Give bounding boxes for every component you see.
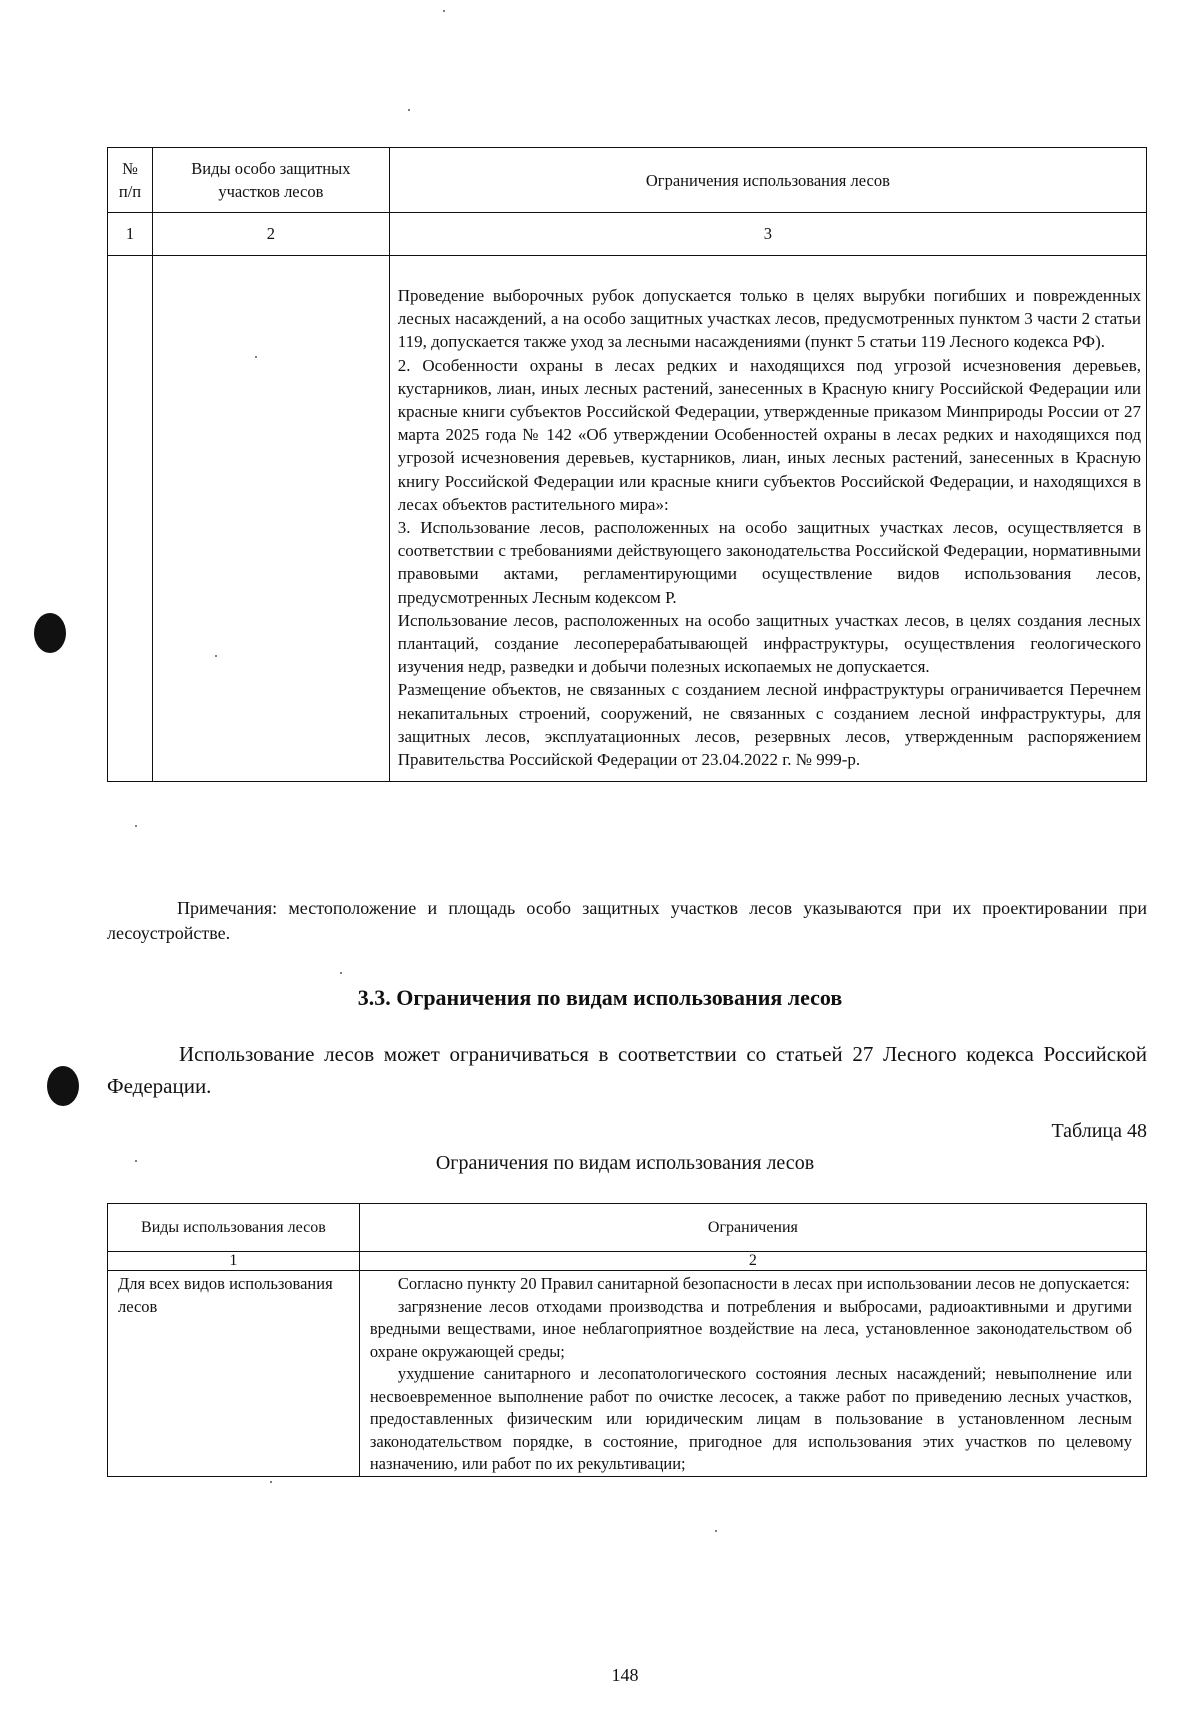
scan-speck [408, 109, 410, 111]
table-header-row [108, 1204, 1147, 1252]
column-number-row [108, 213, 1147, 256]
table-row [108, 1271, 1147, 1477]
restrictions-cell [389, 256, 1146, 782]
restriction-paragraph: 3. Использование лесов, расположенных на особо защитных участках лесов, осуществляется в соответствии с требованиями действующего законодательства Российской Федерации, нормативными правовыми актами, регламентирующими осуществление видов использования лесов, предусмотренных Лесным кодексом Р. [397, 518, 1141, 607]
section-intro: Использование лесов может ограничиваться в соответствии со статьей 27 Лесного кодекса Российской Федерации. [107, 1042, 1147, 1098]
column-number: 1 [108, 1252, 360, 1271]
column-number: 1 [108, 213, 153, 256]
col-header-number: № п/п [108, 148, 153, 213]
scan-speck [270, 1481, 272, 1483]
scan-speck [135, 825, 137, 827]
table-row [108, 256, 1147, 782]
table-caption: Ограничения по видам использования лесов [435, 1152, 815, 1174]
restriction-paragraph: ухудшение санитарного и лесопатологического состояния лесных насаждений; невыполнение или несвоевременное выполнение работ по очистке лесосек, а также работ по приведению лесных участков, предоставленных физическим или юридическим лицам в пользование в установленном лесным законодательством порядке, в состояние, пригодное для использования этих участков по целевому назначению, или работ по их рекультивации; [369, 1364, 1132, 1473]
scan-speck [135, 1160, 137, 1162]
punch-hole-mark [34, 613, 66, 653]
use-type-cell: Для всех видов использования лесов [108, 1271, 360, 1477]
table-notes: Примечания: местоположение и площадь особо защитных участков лесов указываются при их проектировании при лесоустройстве. [107, 898, 1147, 943]
protective-areas-restrictions-table [107, 147, 1147, 782]
scan-speck [215, 655, 217, 657]
restriction-paragraph: Согласно пункту 20 Правил санитарной безопасности в лесах при использовании лесов не допускается: [397, 1274, 1130, 1293]
column-number-row [108, 1252, 1147, 1271]
restriction-paragraph: загрязнение лесов отходами производства и потребления и выбросами, радиоактивными и другими вредными веществами, иное неблагоприятное воздействие на леса, установленное законодательством об охране окружающей среды; [369, 1296, 1132, 1361]
scan-speck [443, 10, 445, 12]
column-number: 2 [359, 1252, 1146, 1271]
restriction-paragraph: Размещение объектов, не связанных с созданием лесной инфраструктуры ограничивается Перечнем некапитальных строений, сооружений, не связанных с созданием лесной инфраструктуры, для защитных лесов, эксплуатационных лесов, резервных лесов, утвержденным распоряжением Правительства Российской Федерации от 23.04.2022 г. № 999-р. [397, 680, 1141, 770]
table-header-row [108, 148, 1147, 213]
col-header-area-types: Виды особо защитных участков лесов [152, 148, 389, 213]
restriction-paragraph: Использование лесов, расположенных на особо защитных участках лесов, в целях создания лесных плантаций, создание лесоперерабатывающей инфраструктуры, осуществления геологического изучения недр, разведки и добычи полезных ископаемых не допускается. [397, 610, 1141, 677]
col-header-restrictions: Ограничения [359, 1204, 1146, 1252]
section-heading: 3.3. Ограничения по видам использования лесов [357, 985, 843, 1010]
scan-speck [340, 972, 342, 974]
col-header-restrictions: Ограничения использования лесов [389, 148, 1146, 213]
col-header-use-types: Виды использования лесов [108, 1204, 360, 1252]
column-number: 3 [389, 213, 1146, 256]
page-number: 148 [611, 1665, 639, 1685]
use-types-restrictions-table [107, 1203, 1147, 1477]
punch-hole-mark [47, 1066, 79, 1106]
empty-cell [108, 256, 153, 782]
restrictions-cell [359, 1271, 1146, 1477]
scan-speck [255, 356, 257, 358]
table-number-label: Таблица 48 [1051, 1120, 1147, 1142]
restriction-paragraph: 2. Особенности охраны в лесах редких и находящихся под угрозой исчезновения деревьев, кустарников, лиан, иных лесных растений, занесенных в Красную книгу Российской Федерации или красные книги субъектов Российской Федерации, утвержденные приказом Минприроды России от 27 марта 2025 года № 142 «Об утверждении Особенностей охраны в лесах редких и находящихся под угрозой исчезновения деревьев, кустарников, лиан, иных лесных растений, занесенных в Красную книгу Российской Федерации или красные книги субъектов Российской Федерации, и находящихся в лесах объектов растительного мира»: [397, 355, 1141, 514]
scan-speck [715, 1530, 717, 1532]
restriction-paragraph: Проведение выборочных рубок допускается только в целях вырубки погибших и поврежденных лесных насаждений, а на особо защитных участках лесов, предусмотренных пунктом 3 части 2 статьи 119, допускается также уход за лесными насаждениями (пункт 5 статьи 119 Лесного кодекса РФ). [397, 286, 1141, 352]
column-number: 2 [152, 213, 389, 256]
empty-cell [152, 256, 389, 782]
